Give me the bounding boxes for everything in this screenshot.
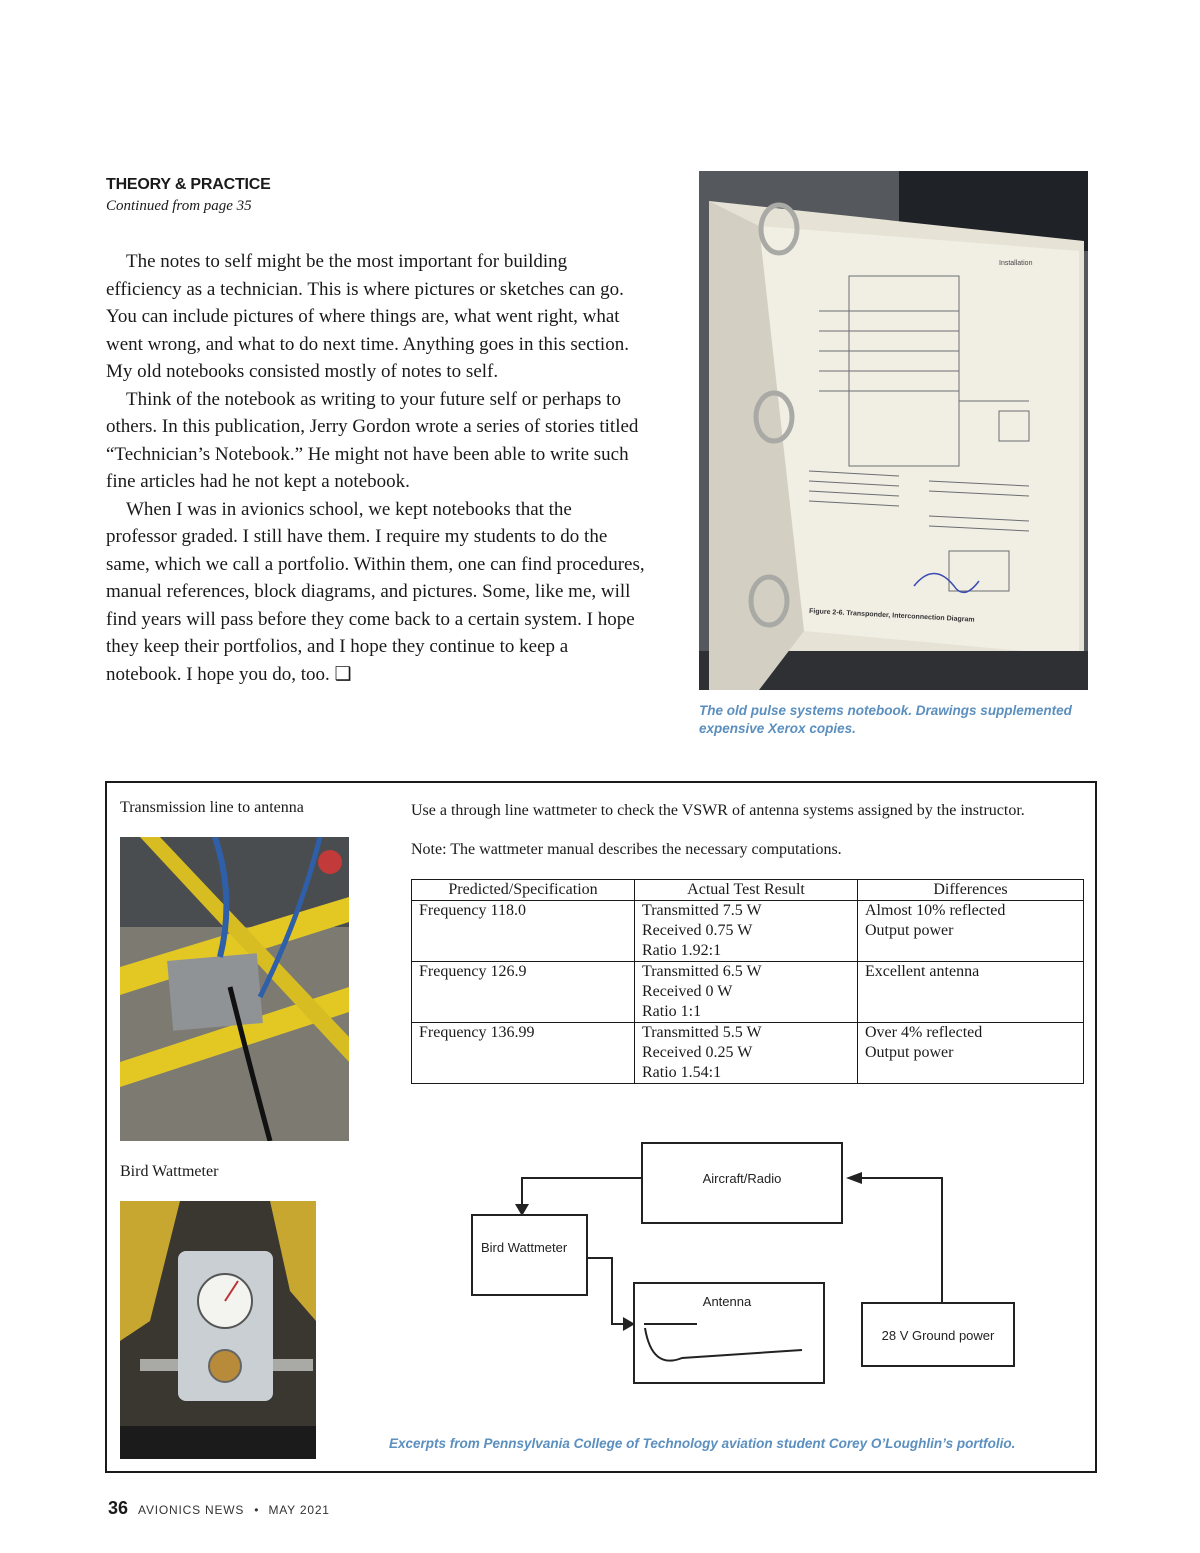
aircraft-radio-text: Aircraft/Radio [702,1171,782,1186]
notebook-page-header: Installation [999,260,1033,267]
issue-date: MAY 2021 [268,1503,330,1517]
table-cell: Frequency 126.9 [412,962,635,1023]
portfolio-caption: Excerpts from Pennsylvania College of Technology aviation student Corey O’Loughlin’s portfolio. [389,1436,1016,1451]
page-footer [108,1498,330,1519]
section-label: THEORY & PRACTICE [106,176,271,193]
footer-separator: • [254,1503,259,1517]
transmission-line-illustration [120,837,349,1141]
article-paragraph: Think of the notebook as writing to your future self or perhaps to others. In this publication, Jerry Gordon wrote a series of stories titled “Technician’s Notebook.” He might not have been able to write such fine articles had he not kept a notebook. [106,388,639,492]
transmission-line-label: Transmission line to antenna [120,799,304,816]
notebook-photo-illustration [699,171,1088,690]
bird-wattmeter-label: Bird Wattmeter [120,1163,219,1180]
table-cell: Transmitted 7.5 W Received 0.75 W Ratio 1.92:1 [635,901,858,962]
table-cell: Almost 10% reflected Output power [858,901,1084,962]
table-header-row [412,880,1084,901]
portfolio-note: Note: The wattmeter manual describes the necessary computations. [411,841,842,858]
column-header: Differences [858,880,1084,901]
article-paragraph: The notes to self might be the most important for building efficiency as a technician. This is where pictures or sketches can go. You can include pictures of where things are, what went right, what went wrong, and what to do next time. Anything goes in this section. My old notebooks consisted mostly of notes to self. [106,251,629,382]
column-header: Actual Test Result [635,880,858,901]
notebook-photo-caption: The old pulse systems notebook. Drawings supplemented expensive Xerox copies. [699,703,1072,736]
bird-wattmeter-text: Bird Wattmeter [481,1240,568,1255]
continued-from-note: Continued from page 35 [106,198,252,214]
bird-wattmeter-photo [120,1201,316,1459]
table-cell: Frequency 136.99 [412,1023,635,1084]
table-row [412,962,1084,1023]
table-cell: Excellent antenna [858,962,1084,1023]
table-cell: Transmitted 5.5 W Received 0.25 W Ratio 1.54:1 [635,1023,858,1084]
bird-wattmeter-illustration [120,1201,316,1459]
article-body [106,248,646,688]
antenna-curve [645,1328,802,1361]
table-cell: Over 4% reflected Output power [858,1023,1084,1084]
table-row [412,1023,1084,1084]
ground-power-text: 28 V Ground power [881,1328,995,1343]
portfolio-instruction: Use a through line wattmeter to check the VSWR of antenna systems assigned by the instructor. [411,802,1025,819]
arrowhead-left [846,1172,862,1184]
block-diagram [457,1138,1047,1398]
radio-to-wattmeter-line [522,1178,642,1206]
publication-name: AVIONICS NEWS [138,1503,245,1517]
notebook-figure-label: Figure 2-6. Transponder, Interconnection Diagram [808,608,975,624]
portfolio-excerpt [105,781,1097,1473]
page-number: 36 [108,1498,129,1518]
wattmeter-to-antenna-line [587,1258,625,1324]
column-header: Predicted/Specification [412,880,635,901]
table-cell: Frequency 118.0 [412,901,635,962]
antenna-text: Antenna [702,1294,752,1309]
table-row [412,901,1084,962]
vswr-results-table [411,879,1084,1084]
table-cell: Transmitted 6.5 W Received 0 W Ratio 1:1 [635,962,858,1023]
bird-wattmeter-block [472,1215,587,1295]
transmission-line-photo [120,837,349,1141]
notebook-photo [699,171,1088,690]
article-paragraph: When I was in avionics school, we kept notebooks that the professor graded. I still have them. I require my students to do the same, which we call a portfolio. Within them, one can find procedures, manual references, block diagrams, and pictures. Some, like me, will find years will pass before they come back to a certain system. I hope they keep their portfolios, and I hope they continue to keep a notebook. I hope you do, too. ❑ [106,498,645,685]
power-to-radio-line [860,1178,942,1303]
